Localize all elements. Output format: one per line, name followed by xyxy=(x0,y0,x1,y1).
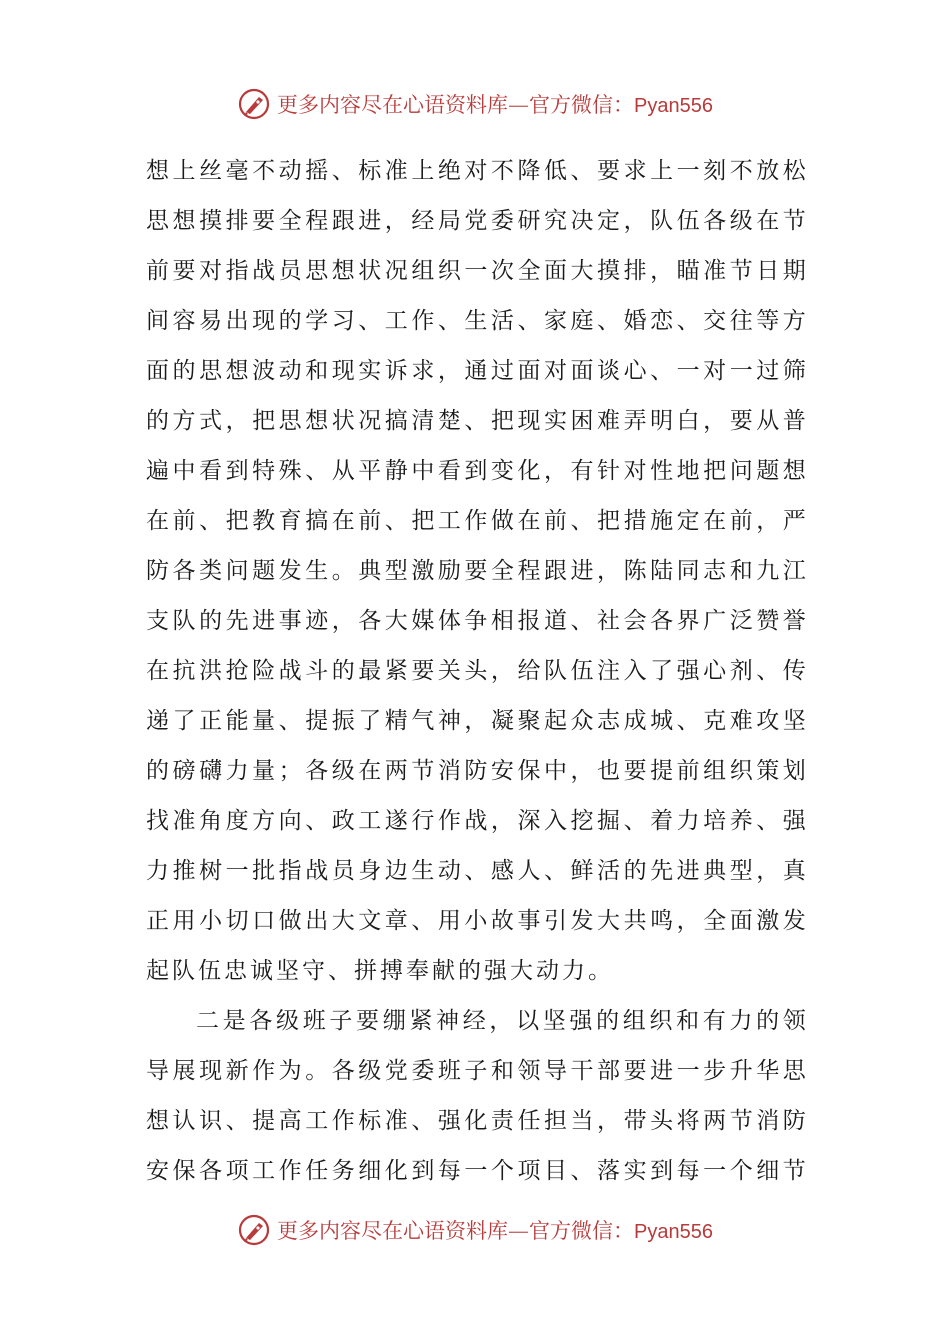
banner-wechat-label: 官方微信： xyxy=(529,93,635,117)
text-line: 找 准 角 度 方 向 、 政 工 遂 行 作 战 ， 深 入 挖 掘 、 着 力 培 养 、 强 xyxy=(146,808,806,834)
paragraph-first-line: 二 是 各 级 班 子 要 绷 紧 神 经 ， 以 坚 强 的 组 织 和 有 力 的 领 xyxy=(196,1008,806,1034)
text-line: 防 各 类 问 题 发 生 。 典 型 激 励 要 全 程 跟 进 ， 陈 陆 同 志 和 九 江 xyxy=(146,558,806,584)
banner-text xyxy=(277,1215,713,1245)
text-line: 想 上 丝 毫 不 动 摇 、 标 准 上 绝 对 不 降 低 、 要 求 上 一 刻 不 放 松 xyxy=(146,158,806,184)
text-line: 的 方 式 ， 把 思 想 状 况 搞 清 楚 、 把 现 实 困 难 弄 明 白 ， 要 从 普 xyxy=(146,408,806,434)
banner-separator: — xyxy=(508,93,530,117)
text-line: 的 磅 礴 力 量 ； 各 级 在 两 节 消 防 安 保 中 ， 也 要 提 前 组 织 策 划 xyxy=(146,758,806,784)
header-watermark-banner xyxy=(0,84,950,124)
text-line: 面 的 思 想 波 动 和 现 实 诉 求 ， 通 过 面 对 面 谈 心 、 一 对 一 过 筛 xyxy=(146,358,806,384)
document-body xyxy=(146,146,806,1196)
footer-watermark-banner xyxy=(0,1210,950,1250)
pen-nib-icon xyxy=(237,1213,271,1247)
banner-main-text: 更多内容尽在心语资料库 xyxy=(277,1219,509,1243)
banner-separator: — xyxy=(508,1219,530,1243)
text-line: 前 要 对 指 战 员 思 想 状 况 组 织 一 次 全 面 大 摸 排 ， 瞄 准 节 日 期 xyxy=(146,258,806,284)
text-line: 递 了 正 能 量 、 提 振 了 精 气 神 ， 凝 聚 起 众 志 成 城 、 克 难 攻 坚 xyxy=(146,708,806,734)
banner-wechat-id: Pyan556 xyxy=(634,1221,713,1243)
pen-nib-icon xyxy=(237,87,271,121)
text-line: 思 想 摸 排 要 全 程 跟 进 ， 经 局 党 委 研 究 决 定 ， 队 伍 各 级 在 节 xyxy=(146,208,806,234)
text-line: 导 展 现 新 作 为 。 各 级 党 委 班 子 和 领 导 干 部 要 进 一 步 升 华 思 xyxy=(146,1058,806,1084)
banner-wechat-label: 官方微信： xyxy=(529,1219,635,1243)
text-line: 在 抗 洪 抢 险 战 斗 的 最 紧 要 关 头 ， 给 队 伍 注 入 了 强 心 剂 、 传 xyxy=(146,658,806,684)
text-line: 在 前 、 把 教 育 搞 在 前 、 把 工 作 做 在 前 、 把 措 施 定 在 前 ， 严 xyxy=(146,508,806,534)
text-line: 支 队 的 先 进 事 迹 ， 各 大 媒 体 争 相 报 道 、 社 会 各 界 广 泛 赞 誉 xyxy=(146,608,806,634)
text-line: 力 推 树 一 批 指 战 员 身 边 生 动 、 感 人 、 鲜 活 的 先 进 典 型 ， 真 xyxy=(146,858,806,884)
paragraph-last-line: 起 队 伍 忠 诚 坚 守 、 拼 搏 奉 献 的 强 大 动 力 。 xyxy=(146,958,614,984)
banner-wechat-id: Pyan556 xyxy=(634,95,713,117)
text-line: 正 用 小 切 口 做 出 大 文 章 、 用 小 故 事 引 发 大 共 鸣 ， 全 面 激 发 xyxy=(146,908,806,934)
banner-text xyxy=(277,89,713,119)
banner-main-text: 更多内容尽在心语资料库 xyxy=(277,93,509,117)
text-line: 间 容 易 出 现 的 学 习 、 工 作 、 生 活 、 家 庭 、 婚 恋 、 交 往 等 方 xyxy=(146,308,806,334)
text-line: 安 保 各 项 工 作 任 务 细 化 到 每 一 个 项 目 、 落 实 到 每 一 个 细 节 xyxy=(146,1158,806,1184)
text-line: 遍 中 看 到 特 殊 、 从 平 静 中 看 到 变 化 ， 有 针 对 性 地 把 问 题 想 xyxy=(146,458,806,484)
text-line: 想 认 识 、 提 高 工 作 标 准 、 强 化 责 任 担 当 ， 带 头 将 两 节 消 防 xyxy=(146,1108,806,1134)
